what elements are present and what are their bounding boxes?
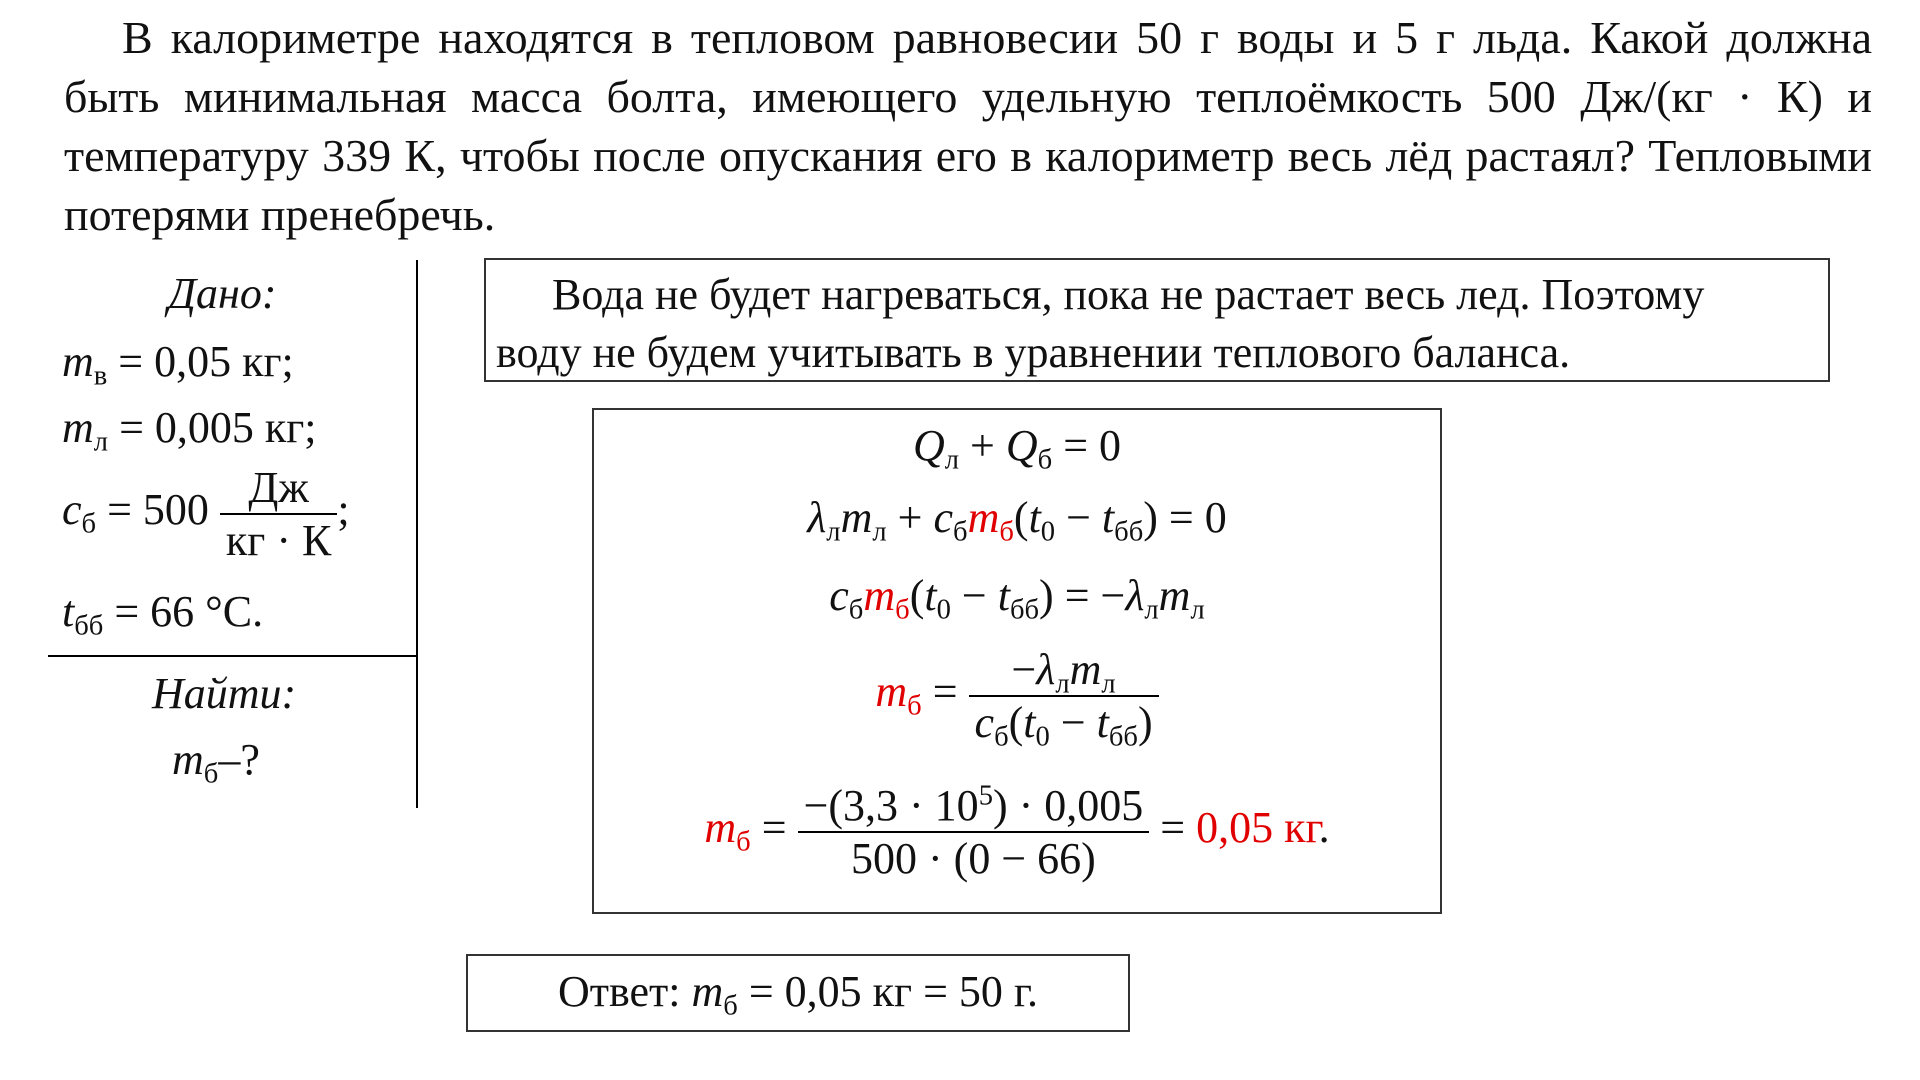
given-title: Дано:: [168, 269, 277, 318]
equation-rearranged: $c_бm_б(t_0 - t_{бб}) = -\lambda_лm_л$: [829, 571, 1205, 626]
given-ice-mass: $m_л = 0,005$ кг;: [62, 403, 317, 458]
given-horizontal-divider: [48, 655, 418, 657]
equation-heat-balance: $Q_л + Q_б = 0$: [912, 421, 1122, 476]
note-line-1: Вода не будет нагреваться, пока не растает весь лед. Поэтому: [552, 270, 1705, 319]
note-line-2: воду не будем учитывать в уравнении теплового баланса.: [496, 328, 1571, 377]
numeric-result: 0,05 кг: [1196, 803, 1319, 853]
find-unknown: $m_б-$?: [172, 735, 260, 790]
given-panel: [48, 268, 418, 806]
equation-numeric: $m_б$ = $\frac{-(3,3 \cdot 10^5) \cdot 0,005}{500 \cdot (0 - 66)}$ = 0,05 кг.: [704, 780, 1330, 883]
given-vertical-divider: [416, 260, 418, 808]
problem-statement: В калориметре находятся в тепловом равновесии 50 г воды и 5 г льда. Какой должна быть минимальная масса болта, имеющего удельную теплоёмкость 500 Дж/(кг · К) и температуру 339 К, чтобы после опускания его в калориметр весь лёд растаял? Тепловыми потерями пренебречь.: [64, 12, 1872, 240]
note-box: [484, 258, 1830, 382]
solution-box: [592, 408, 1442, 914]
given-bolt-heat-capacity: $c_б = 500$ $\frac{Дж}{кг \cdot К}$ ;: [62, 463, 350, 565]
find-title: Найти:: [152, 669, 297, 718]
heat-capacity-unit-fraction: $\frac{Дж}{кг \cdot К}$: [220, 462, 337, 566]
given-water-mass: $m_в = 0,05$ кг;: [62, 337, 294, 392]
equation-solved-for-mass: $m_б$ = $\frac{-\lambda_лm_л}{c_б(t_0 - t_{бб})}$: [594, 644, 1440, 748]
answer-label: Ответ:: [558, 967, 681, 1016]
answer-box: Ответ: $m_б = 0,05$ кг = 50 г.: [466, 954, 1130, 1032]
equation-expanded: $\lambda_лm_л + c_бm_б(t_0 - t_{бб}) = 0$: [807, 493, 1227, 548]
given-bolt-temperature: $t_{бб} = 66$ °С.: [62, 587, 264, 642]
answer-value: = 0,05 кг = 50 г.: [748, 967, 1038, 1016]
